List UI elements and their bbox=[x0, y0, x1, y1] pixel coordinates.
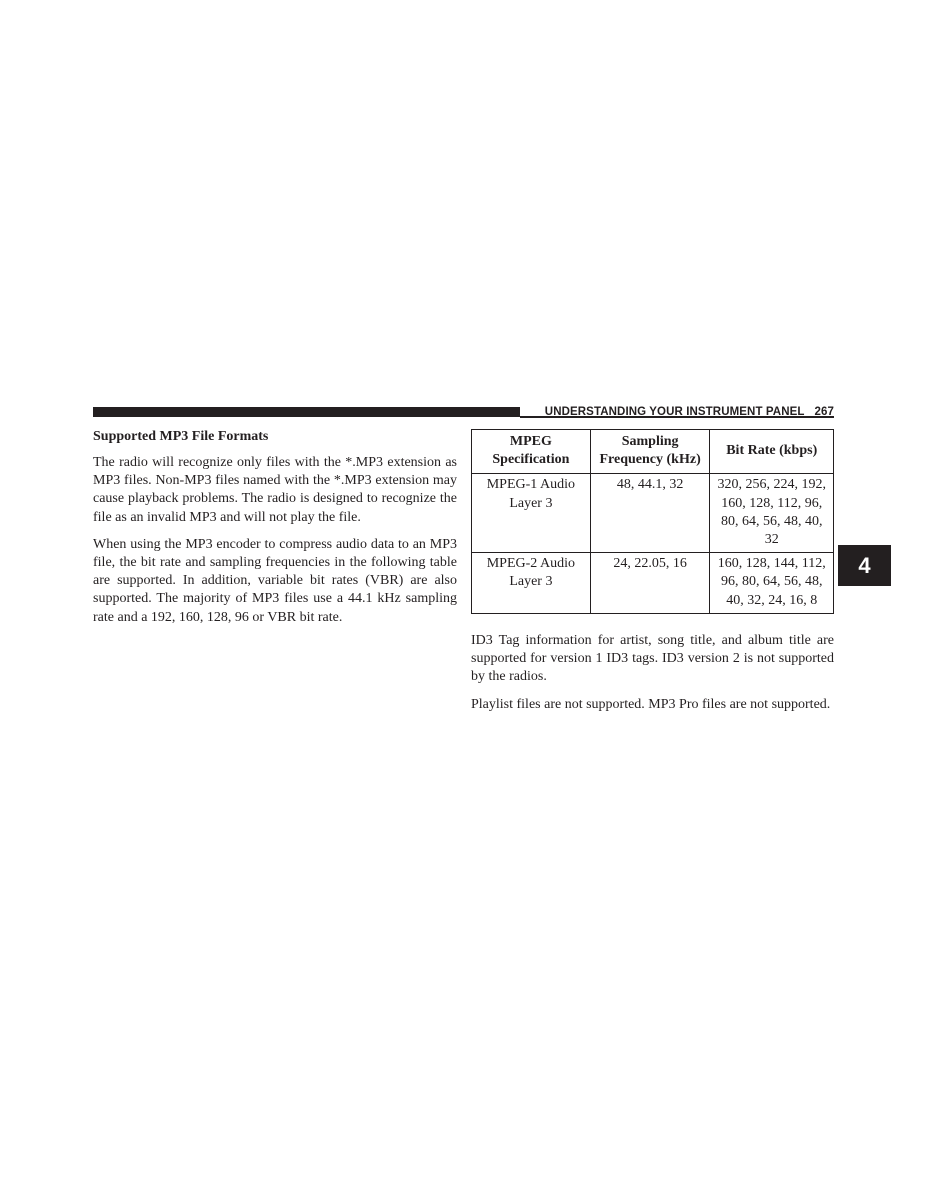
paragraph-playlist: Playlist files are not supported. MP3 Pro files are not supported. bbox=[471, 696, 831, 712]
table-header-row bbox=[472, 430, 834, 474]
cell-sampling: 24, 22.05, 16 bbox=[590, 553, 710, 614]
running-header bbox=[520, 405, 834, 419]
spec-table bbox=[471, 429, 834, 614]
page-number: 267 bbox=[814, 406, 834, 418]
paragraph-id3-tags: ID3 Tag information for artist, song title, and album title are supported for version 1 ID3 tags. ID3 version 2 is not supported by the radios. bbox=[471, 633, 834, 685]
cell-spec: MPEG-2 Audio Layer 3 bbox=[472, 553, 591, 614]
header-bit-rate: Bit Rate (kbps) bbox=[710, 430, 834, 474]
paragraph-encoder-info: When using the MP3 encoder to compress audio data to an MP3 file, the bit rate and sampling frequencies in the following table are supported. In addition, variable bit rates (VBR) are also supported. The majority of MP3 files use a 44.1 kHz sampling rate and a 192, 160, 128, 96 or VBR bit rate. bbox=[93, 536, 457, 625]
left-column bbox=[93, 427, 457, 636]
right-column bbox=[471, 632, 834, 723]
header-rule-thick bbox=[93, 407, 520, 417]
paragraph-file-recognition: The radio will recognize only files with the *.MP3 extension as MP3 files. Non-MP3 files named with the *.MP3 extension may cause playback problems. The radio is designed to recognize the file as an invalid MP3 and will not play the file. bbox=[93, 455, 457, 525]
header-mpeg-specification: MPEG Specification bbox=[472, 430, 591, 474]
cell-spec: MPEG-1 Audio Layer 3 bbox=[472, 474, 591, 553]
header-sampling-frequency: Sampling Frequency (kHz) bbox=[590, 430, 710, 474]
cell-sampling: 48, 44.1, 32 bbox=[590, 474, 710, 553]
cell-bitrate: 160, 128, 144, 112, 96, 80, 64, 56, 48, 40, 32, 24, 16, 8 bbox=[710, 553, 834, 614]
section-heading: Supported MP3 File Formats bbox=[93, 429, 269, 444]
table-row bbox=[472, 553, 834, 614]
mp3-format-table bbox=[471, 429, 834, 614]
section-title: UNDERSTANDING YOUR INSTRUMENT PANEL bbox=[544, 406, 805, 418]
table-row bbox=[472, 474, 834, 553]
cell-bitrate: 320, 256, 224, 192, 160, 128, 112, 96, 80, 64, 56, 48, 40, 32 bbox=[710, 474, 834, 553]
chapter-tab: 4 bbox=[838, 545, 891, 586]
